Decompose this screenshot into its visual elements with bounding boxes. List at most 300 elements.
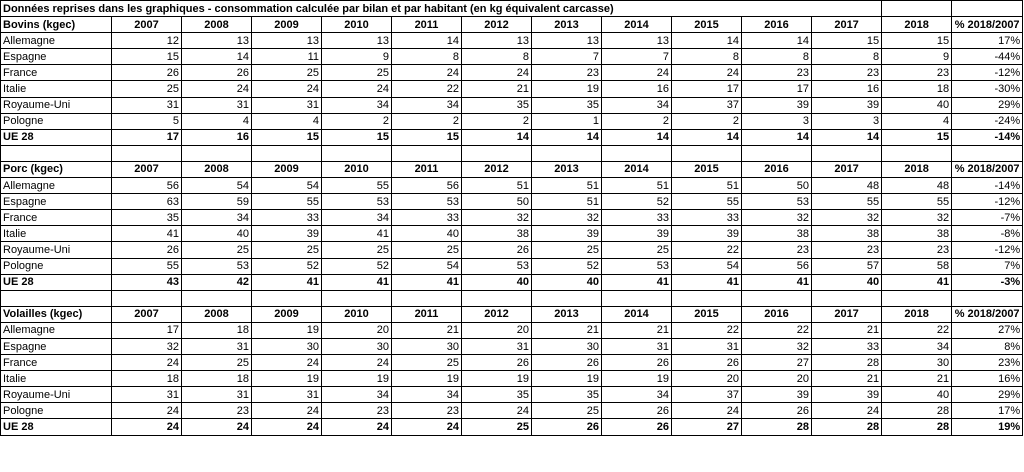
- value-cell: 30: [322, 338, 392, 354]
- section-header-row: [1, 306, 1023, 322]
- year-header: 2018: [882, 17, 952, 33]
- value-cell: 37: [672, 387, 742, 403]
- table-row: [1, 371, 1023, 387]
- table-row: [1, 403, 1023, 419]
- value-cell: 33: [252, 210, 322, 226]
- value-cell: 32: [532, 210, 602, 226]
- value-cell: 4: [182, 113, 252, 129]
- value-cell: 32: [742, 210, 812, 226]
- value-cell: 31: [182, 387, 252, 403]
- value-cell: 25: [182, 355, 252, 371]
- value-cell: 30: [392, 338, 462, 354]
- value-cell: 38: [462, 226, 532, 242]
- year-header: 2013: [532, 306, 602, 322]
- value-cell: 58: [882, 258, 952, 274]
- value-cell: 55: [672, 194, 742, 210]
- value-cell: 31: [182, 97, 252, 113]
- year-header: 2012: [462, 306, 532, 322]
- total-value-cell: 41: [322, 274, 392, 290]
- value-cell: 38: [812, 226, 882, 242]
- year-header: 2016: [742, 17, 812, 33]
- pct-cell: -12%: [952, 65, 1023, 81]
- value-cell: 3: [742, 113, 812, 129]
- country-label: Royaume-Uni: [1, 97, 112, 113]
- value-cell: 24: [602, 65, 672, 81]
- empty-cell: [392, 290, 462, 306]
- value-cell: 18: [182, 371, 252, 387]
- total-value-cell: 26: [602, 419, 672, 435]
- value-cell: 53: [392, 194, 462, 210]
- value-cell: 53: [462, 258, 532, 274]
- value-cell: 50: [462, 194, 532, 210]
- value-cell: 54: [252, 178, 322, 194]
- value-cell: 1: [532, 113, 602, 129]
- country-label: Italie: [1, 226, 112, 242]
- value-cell: 26: [532, 355, 602, 371]
- value-cell: 7: [532, 49, 602, 65]
- value-cell: 23: [532, 65, 602, 81]
- empty-cell: [252, 290, 322, 306]
- table-row: [1, 33, 1023, 49]
- year-header: 2009: [252, 306, 322, 322]
- pct-cell: -30%: [952, 81, 1023, 97]
- year-header: 2017: [812, 161, 882, 177]
- value-cell: 34: [392, 97, 462, 113]
- country-label: Royaume-Uni: [1, 387, 112, 403]
- section-header-row: [1, 161, 1023, 177]
- country-label: Allemagne: [1, 322, 112, 338]
- value-cell: 14: [742, 33, 812, 49]
- value-cell: 13: [182, 33, 252, 49]
- pct-cell: 29%: [952, 387, 1023, 403]
- value-cell: 21: [462, 81, 532, 97]
- value-cell: 39: [602, 226, 672, 242]
- value-cell: 16: [812, 81, 882, 97]
- value-cell: 55: [812, 194, 882, 210]
- year-header: 2010: [322, 306, 392, 322]
- value-cell: 20: [742, 371, 812, 387]
- total-value-cell: 27: [672, 419, 742, 435]
- value-cell: 23: [882, 242, 952, 258]
- value-cell: 18: [112, 371, 182, 387]
- value-cell: 30: [252, 338, 322, 354]
- section-header-row: [1, 17, 1023, 33]
- total-pct-cell: -3%: [952, 274, 1023, 290]
- value-cell: 8: [742, 49, 812, 65]
- value-cell: 24: [462, 65, 532, 81]
- value-cell: 2: [672, 113, 742, 129]
- year-header: 2015: [672, 17, 742, 33]
- value-cell: 39: [742, 97, 812, 113]
- value-cell: 55: [882, 194, 952, 210]
- value-cell: 13: [462, 33, 532, 49]
- total-value-cell: 15: [322, 129, 392, 145]
- value-cell: 9: [322, 49, 392, 65]
- year-header: 2011: [392, 17, 462, 33]
- value-cell: 17: [112, 322, 182, 338]
- year-header: 2015: [672, 161, 742, 177]
- value-cell: 56: [112, 178, 182, 194]
- empty-cell: [182, 290, 252, 306]
- value-cell: 19: [392, 371, 462, 387]
- value-cell: 32: [112, 338, 182, 354]
- value-cell: 14: [392, 33, 462, 49]
- year-header: 2007: [112, 306, 182, 322]
- value-cell: 26: [602, 355, 672, 371]
- value-cell: 33: [602, 210, 672, 226]
- value-cell: 19: [252, 322, 322, 338]
- table-row: [1, 226, 1023, 242]
- country-label: Italie: [1, 81, 112, 97]
- country-label: France: [1, 65, 112, 81]
- value-cell: 40: [392, 226, 462, 242]
- value-cell: 23: [322, 403, 392, 419]
- value-cell: 26: [462, 355, 532, 371]
- value-cell: 51: [462, 178, 532, 194]
- value-cell: 22: [742, 322, 812, 338]
- value-cell: 24: [392, 65, 462, 81]
- value-cell: 17: [742, 81, 812, 97]
- country-label: Espagne: [1, 338, 112, 354]
- value-cell: 35: [462, 387, 532, 403]
- value-cell: 26: [112, 242, 182, 258]
- empty-cell: [952, 290, 1023, 306]
- value-cell: 12: [112, 33, 182, 49]
- table-row: [1, 113, 1023, 129]
- value-cell: 26: [182, 65, 252, 81]
- total-pct-cell: -14%: [952, 129, 1023, 145]
- year-header: 2014: [602, 17, 672, 33]
- empty-cell: [602, 290, 672, 306]
- value-cell: 2: [392, 113, 462, 129]
- year-header: 2017: [812, 306, 882, 322]
- country-label: Espagne: [1, 194, 112, 210]
- table-row: [1, 194, 1023, 210]
- table-row: [1, 178, 1023, 194]
- value-cell: 39: [742, 387, 812, 403]
- total-value-cell: 40: [462, 274, 532, 290]
- total-value-cell: 41: [882, 274, 952, 290]
- value-cell: 3: [812, 113, 882, 129]
- pct-header: % 2018/2007: [952, 17, 1023, 33]
- empty-cell: [952, 1, 1023, 17]
- year-header: 2015: [672, 306, 742, 322]
- value-cell: 25: [182, 242, 252, 258]
- value-cell: 24: [812, 403, 882, 419]
- year-header: 2011: [392, 161, 462, 177]
- year-header: 2014: [602, 306, 672, 322]
- value-cell: 32: [742, 338, 812, 354]
- pct-cell: 27%: [952, 322, 1023, 338]
- value-cell: 22: [392, 81, 462, 97]
- pct-header: % 2018/2007: [952, 306, 1023, 322]
- value-cell: 31: [672, 338, 742, 354]
- total-label: UE 28: [1, 419, 112, 435]
- value-cell: 21: [812, 371, 882, 387]
- total-value-cell: 24: [392, 419, 462, 435]
- country-label: Allemagne: [1, 33, 112, 49]
- value-cell: 21: [532, 322, 602, 338]
- year-header: 2010: [322, 161, 392, 177]
- pct-cell: 23%: [952, 355, 1023, 371]
- value-cell: 52: [602, 194, 672, 210]
- year-header: 2013: [532, 161, 602, 177]
- value-cell: 35: [462, 97, 532, 113]
- value-cell: 15: [882, 33, 952, 49]
- total-value-cell: 25: [462, 419, 532, 435]
- value-cell: 4: [252, 113, 322, 129]
- value-cell: 23: [392, 403, 462, 419]
- value-cell: 32: [882, 210, 952, 226]
- value-cell: 11: [252, 49, 322, 65]
- empty-cell: [392, 145, 462, 161]
- value-cell: 40: [882, 97, 952, 113]
- table-row: [1, 355, 1023, 371]
- table-row: [1, 97, 1023, 113]
- year-header: 2008: [182, 161, 252, 177]
- value-cell: 38: [882, 226, 952, 242]
- value-cell: 23: [742, 242, 812, 258]
- country-label: Royaume-Uni: [1, 242, 112, 258]
- year-header: 2017: [812, 17, 882, 33]
- value-cell: 16: [602, 81, 672, 97]
- value-cell: 18: [182, 322, 252, 338]
- year-header: 2016: [742, 306, 812, 322]
- total-value-cell: 15: [252, 129, 322, 145]
- value-cell: 25: [392, 242, 462, 258]
- value-cell: 19: [532, 81, 602, 97]
- value-cell: 31: [462, 338, 532, 354]
- value-cell: 23: [742, 65, 812, 81]
- value-cell: 25: [532, 403, 602, 419]
- pct-cell: -12%: [952, 194, 1023, 210]
- value-cell: 19: [532, 371, 602, 387]
- value-cell: 41: [112, 226, 182, 242]
- year-header: 2009: [252, 17, 322, 33]
- empty-cell: [672, 145, 742, 161]
- total-value-cell: 14: [742, 129, 812, 145]
- value-cell: 24: [462, 403, 532, 419]
- value-cell: 21: [392, 322, 462, 338]
- value-cell: 59: [182, 194, 252, 210]
- year-header: 2012: [462, 161, 532, 177]
- value-cell: 23: [882, 65, 952, 81]
- value-cell: 22: [882, 322, 952, 338]
- value-cell: 39: [672, 226, 742, 242]
- total-value-cell: 16: [182, 129, 252, 145]
- total-value-cell: 28: [812, 419, 882, 435]
- empty-cell: [1, 145, 112, 161]
- value-cell: 22: [672, 322, 742, 338]
- value-cell: 31: [112, 97, 182, 113]
- total-value-cell: 14: [532, 129, 602, 145]
- value-cell: 54: [672, 258, 742, 274]
- value-cell: 25: [322, 65, 392, 81]
- value-cell: 28: [812, 355, 882, 371]
- value-cell: 19: [602, 371, 672, 387]
- value-cell: 13: [602, 33, 672, 49]
- spacer-row: [1, 145, 1023, 161]
- year-header: 2014: [602, 161, 672, 177]
- value-cell: 24: [252, 403, 322, 419]
- empty-cell: [812, 145, 882, 161]
- value-cell: 21: [602, 322, 672, 338]
- value-cell: 8: [672, 49, 742, 65]
- value-cell: 34: [322, 210, 392, 226]
- value-cell: 18: [882, 81, 952, 97]
- value-cell: 53: [742, 194, 812, 210]
- value-cell: 51: [532, 178, 602, 194]
- empty-cell: [672, 290, 742, 306]
- table-title: Données reprises dans les graphiques - consommation calculée par bilan et par habitant (en kg équivalent carcasse): [1, 1, 882, 17]
- value-cell: 2: [602, 113, 672, 129]
- value-cell: 35: [112, 210, 182, 226]
- pct-cell: 7%: [952, 258, 1023, 274]
- total-value-cell: 17: [112, 129, 182, 145]
- value-cell: 39: [812, 387, 882, 403]
- value-cell: 52: [252, 258, 322, 274]
- value-cell: 24: [322, 81, 392, 97]
- value-cell: 8: [392, 49, 462, 65]
- value-cell: 34: [602, 97, 672, 113]
- table-row: [1, 338, 1023, 354]
- value-cell: 48: [882, 178, 952, 194]
- year-header: 2008: [182, 17, 252, 33]
- value-cell: 51: [532, 194, 602, 210]
- value-cell: 25: [602, 242, 672, 258]
- total-label: UE 28: [1, 274, 112, 290]
- value-cell: 40: [882, 387, 952, 403]
- value-cell: 40: [182, 226, 252, 242]
- value-cell: 26: [602, 403, 672, 419]
- value-cell: 33: [392, 210, 462, 226]
- value-cell: 19: [322, 371, 392, 387]
- value-cell: 34: [322, 97, 392, 113]
- value-cell: 55: [252, 194, 322, 210]
- empty-cell: [882, 145, 952, 161]
- value-cell: 17: [672, 81, 742, 97]
- value-cell: 20: [322, 322, 392, 338]
- year-header: 2018: [882, 306, 952, 322]
- year-header: 2007: [112, 17, 182, 33]
- table-row: [1, 210, 1023, 226]
- year-header: 2010: [322, 17, 392, 33]
- pct-cell: -12%: [952, 242, 1023, 258]
- country-label: Pologne: [1, 113, 112, 129]
- value-cell: 52: [322, 258, 392, 274]
- value-cell: 14: [672, 33, 742, 49]
- country-label: Italie: [1, 371, 112, 387]
- value-cell: 2: [322, 113, 392, 129]
- value-cell: 41: [322, 226, 392, 242]
- table-row: [1, 49, 1023, 65]
- empty-cell: [322, 145, 392, 161]
- empty-cell: [112, 145, 182, 161]
- value-cell: 39: [812, 97, 882, 113]
- value-cell: 26: [672, 355, 742, 371]
- value-cell: 24: [672, 403, 742, 419]
- empty-cell: [742, 290, 812, 306]
- empty-cell: [882, 290, 952, 306]
- total-value-cell: 40: [532, 274, 602, 290]
- pct-cell: 29%: [952, 97, 1023, 113]
- value-cell: 35: [532, 387, 602, 403]
- total-value-cell: 41: [672, 274, 742, 290]
- empty-cell: [532, 145, 602, 161]
- value-cell: 26: [462, 242, 532, 258]
- pct-cell: -7%: [952, 210, 1023, 226]
- value-cell: 31: [252, 97, 322, 113]
- value-cell: 52: [532, 258, 602, 274]
- value-cell: 30: [532, 338, 602, 354]
- value-cell: 55: [112, 258, 182, 274]
- value-cell: 32: [812, 210, 882, 226]
- value-cell: 34: [602, 387, 672, 403]
- table-row: [1, 65, 1023, 81]
- value-cell: 31: [602, 338, 672, 354]
- total-value-cell: 14: [812, 129, 882, 145]
- empty-cell: [882, 1, 952, 17]
- table-row: [1, 258, 1023, 274]
- value-cell: 20: [462, 322, 532, 338]
- value-cell: 37: [672, 97, 742, 113]
- value-cell: 51: [672, 178, 742, 194]
- total-value-cell: 24: [112, 419, 182, 435]
- table-row: [1, 242, 1023, 258]
- value-cell: 34: [882, 338, 952, 354]
- table-row: [1, 387, 1023, 403]
- value-cell: 53: [602, 258, 672, 274]
- value-cell: 23: [182, 403, 252, 419]
- value-cell: 56: [392, 178, 462, 194]
- pct-cell: 16%: [952, 371, 1023, 387]
- value-cell: 39: [532, 226, 602, 242]
- value-cell: 25: [392, 355, 462, 371]
- total-row: [1, 129, 1023, 145]
- empty-cell: [182, 145, 252, 161]
- total-value-cell: 42: [182, 274, 252, 290]
- value-cell: 24: [672, 65, 742, 81]
- spacer-row: [1, 290, 1023, 306]
- empty-cell: [602, 145, 672, 161]
- year-header: 2012: [462, 17, 532, 33]
- value-cell: 34: [392, 387, 462, 403]
- value-cell: 19: [252, 371, 322, 387]
- value-cell: 26: [742, 403, 812, 419]
- table-row: [1, 322, 1023, 338]
- pct-cell: -14%: [952, 178, 1023, 194]
- value-cell: 31: [112, 387, 182, 403]
- value-cell: 34: [182, 210, 252, 226]
- year-header: 2009: [252, 161, 322, 177]
- total-value-cell: 14: [462, 129, 532, 145]
- total-value-cell: 24: [182, 419, 252, 435]
- value-cell: 63: [112, 194, 182, 210]
- value-cell: 23: [812, 242, 882, 258]
- value-cell: 27: [742, 355, 812, 371]
- pct-cell: 17%: [952, 403, 1023, 419]
- value-cell: 48: [812, 178, 882, 194]
- section-label: Bovins (kgec): [1, 17, 112, 33]
- value-cell: 54: [392, 258, 462, 274]
- section-label: Porc (kgec): [1, 161, 112, 177]
- total-value-cell: 14: [602, 129, 672, 145]
- section-label: Volailles (kgec): [1, 306, 112, 322]
- value-cell: 28: [882, 403, 952, 419]
- value-cell: 24: [252, 81, 322, 97]
- value-cell: 55: [322, 178, 392, 194]
- total-value-cell: 24: [322, 419, 392, 435]
